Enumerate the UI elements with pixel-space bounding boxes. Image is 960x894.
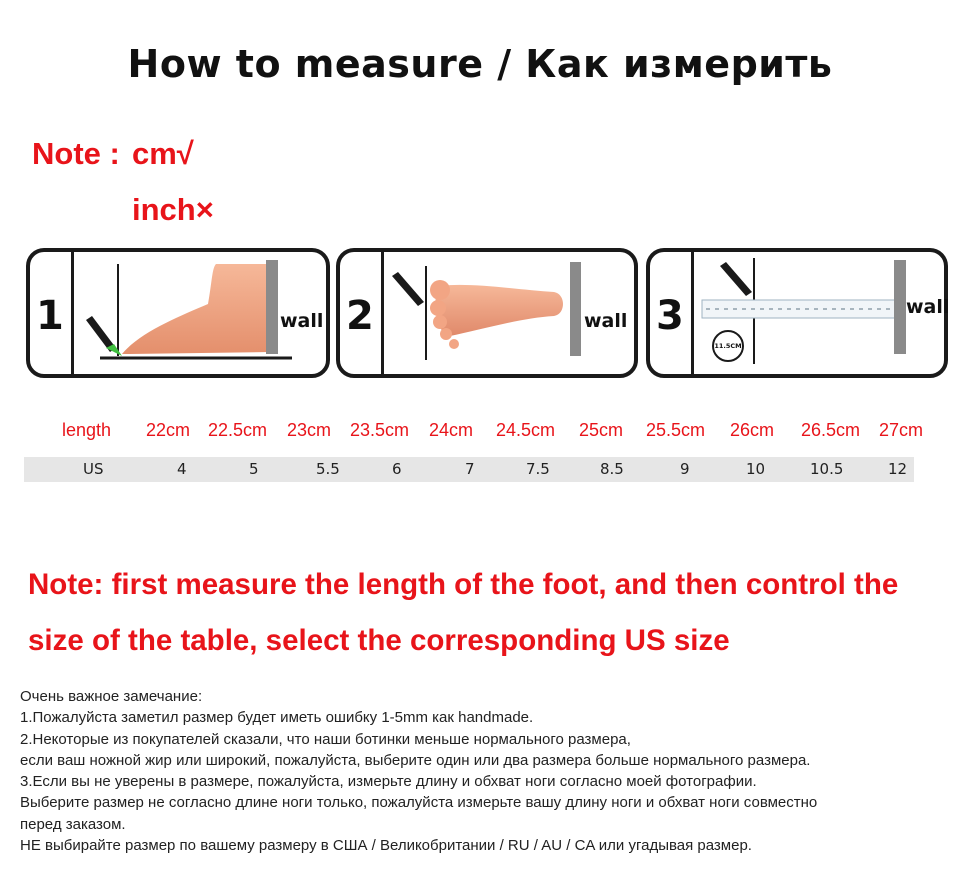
notice-line: НЕ выбирайте размер по вашему размеру в США / Великобритании / RU / AU / CA или угадывая размер. — [20, 837, 752, 855]
notice-line: 1.Пожалуйста заметил размер будет иметь ошибку 1-5mm как handmade. — [20, 709, 534, 727]
length-row — [0, 420, 960, 444]
us-cell: 6 — [392, 460, 402, 478]
length-cell: 22cm — [146, 420, 191, 440]
measure-note-line-2: size of the table, select the corresponding US size — [28, 624, 730, 657]
notice-line: 3.Если вы не уверены в размере, пожалуйста, измерьте длину и обхват ноги согласно моей фотографии. — [20, 773, 757, 791]
ruler-illustration — [650, 252, 948, 376]
length-cell: 25.5cm — [646, 420, 706, 440]
length-cell: 24cm — [429, 420, 474, 440]
panel-number: 2 — [346, 293, 374, 339]
notice-line: 2.Некоторые из покупателей сказали, что наши ботинки меньше нормального размера, — [20, 730, 631, 748]
notice-line: перед заказом. — [20, 815, 126, 833]
length-cell: 24.5cm — [496, 420, 556, 440]
us-label: US — [83, 460, 104, 478]
us-cell: 7.5 — [526, 460, 550, 478]
panel-number: 1 — [36, 293, 64, 339]
us-cell: 9 — [680, 460, 690, 478]
panel-number: 3 — [656, 293, 684, 339]
notice-line: Выберите размер не согласно длине ноги только, пожалуйста измерьте вашу длину ноги и обхват ноги совместно — [20, 794, 818, 812]
note-inch-not: inch× — [132, 192, 214, 227]
us-cell: 10 — [746, 460, 766, 478]
length-cell: 25cm — [579, 420, 624, 440]
note-cm-ok: cm√ — [132, 136, 194, 171]
wall-label: wall — [906, 296, 950, 318]
wall-label: wall — [280, 310, 324, 332]
length-cell: 26.5cm — [801, 420, 861, 440]
us-cell: 12 — [888, 460, 908, 478]
us-cell: 5 — [249, 460, 259, 478]
measure-note-line-1: Note: first measure the length of the foot, and then control the — [28, 568, 899, 601]
length-cell: 22.5cm — [208, 420, 268, 440]
measure-panel-3 — [646, 248, 948, 378]
length-cell: 26cm — [730, 420, 775, 440]
notice-line: если ваш ножной жир или широкий, пожалуйста, выберите один или два размера больше нормального размера. — [20, 751, 811, 769]
us-cell: 10.5 — [810, 460, 844, 478]
us-cell: 7 — [465, 460, 475, 478]
measure-panel-2 — [336, 248, 638, 378]
measure-panel-1 — [26, 248, 330, 378]
length-cell: 23.5cm — [350, 420, 410, 440]
length-cell: 23cm — [287, 420, 332, 440]
us-cell: 8.5 — [600, 460, 624, 478]
russian-notice — [20, 686, 950, 856]
us-cell: 5.5 — [316, 460, 340, 478]
us-size-row — [24, 457, 914, 482]
notice-line: Очень важное замечание: — [20, 688, 203, 705]
length-label: length — [62, 420, 112, 440]
length-cell: 27cm — [879, 420, 924, 440]
page-title: How to measure / Как измерить — [127, 42, 833, 86]
us-cell: 4 — [177, 460, 187, 478]
wall-label: wall — [584, 310, 628, 332]
note-label: Note : — [32, 136, 120, 171]
measure-result-badge: 11.5CM — [714, 342, 742, 350]
